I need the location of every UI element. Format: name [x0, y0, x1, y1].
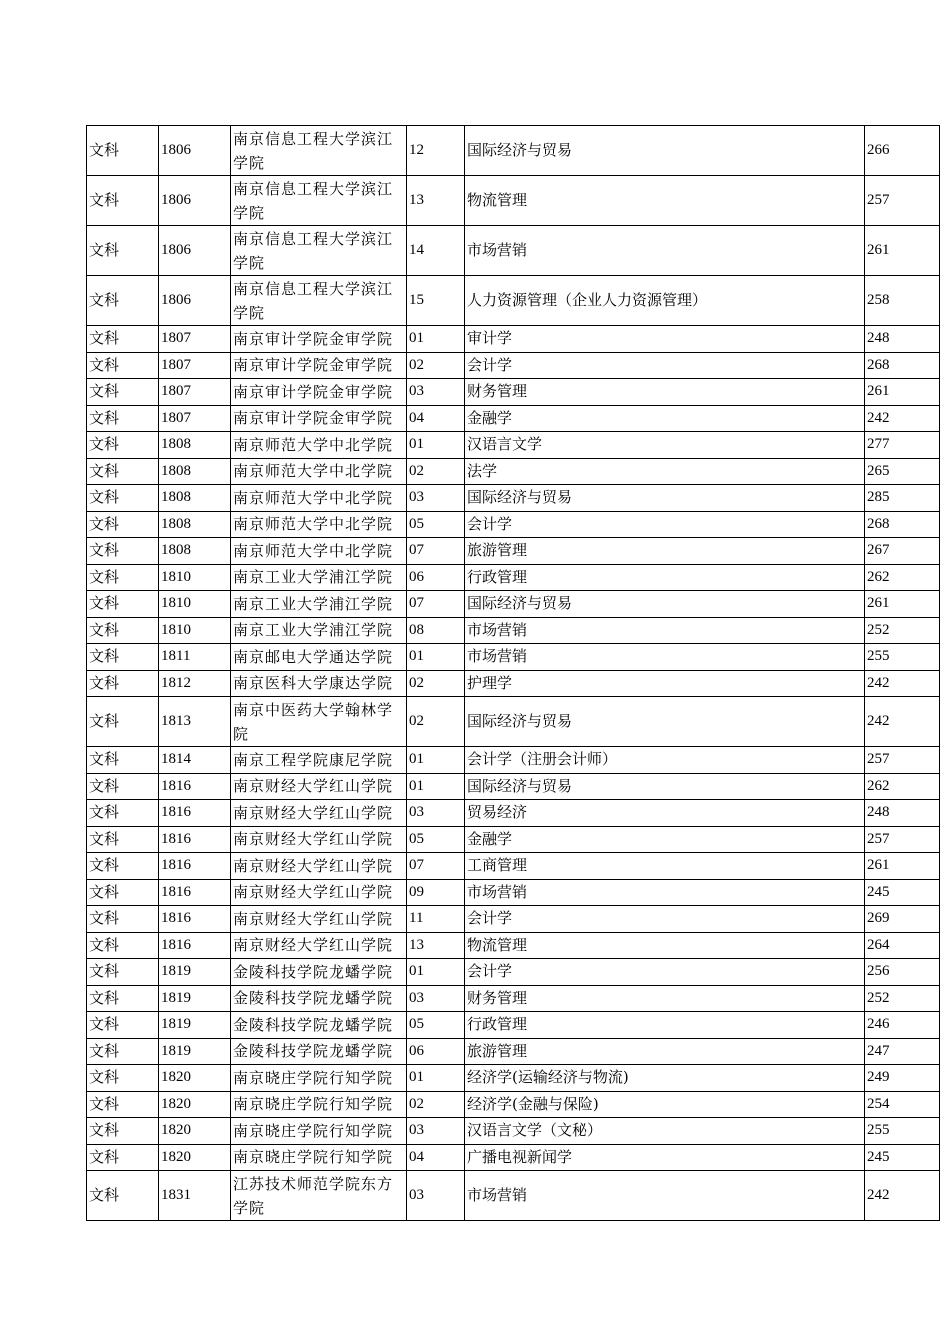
major-name-cell: 国际经济与贸易: [465, 485, 865, 512]
school-code-cell: 1807: [159, 352, 231, 379]
table-row: [87, 697, 940, 747]
category-cell: 文科: [87, 906, 159, 933]
score-cell: 255: [865, 1118, 940, 1145]
major-name-cell: 会计学: [465, 352, 865, 379]
category-cell: 文科: [87, 326, 159, 353]
major-name-cell: 市场营销: [465, 879, 865, 906]
major-code-cell: 02: [407, 1091, 465, 1118]
school-name-cell: 南京审计学院金审学院: [231, 326, 407, 353]
table-row: [87, 773, 940, 800]
table-row: [87, 226, 940, 276]
school-name-cell: 南京财经大学红山学院: [231, 879, 407, 906]
table-row: [87, 511, 940, 538]
school-name-cell: 南京邮电大学通达学院: [231, 644, 407, 671]
category-cell: 文科: [87, 644, 159, 671]
category-cell: 文科: [87, 432, 159, 459]
category-cell: 文科: [87, 800, 159, 827]
table-row: [87, 826, 940, 853]
score-cell: 245: [865, 1144, 940, 1171]
table-row: [87, 1038, 940, 1065]
category-cell: 文科: [87, 1171, 159, 1221]
major-code-cell: 01: [407, 959, 465, 986]
school-code-cell: 1813: [159, 697, 231, 747]
school-name-cell: 南京师范大学中北学院: [231, 485, 407, 512]
category-cell: 文科: [87, 1144, 159, 1171]
school-code-cell: 1810: [159, 591, 231, 618]
table-row: [87, 379, 940, 406]
major-code-cell: 01: [407, 432, 465, 459]
major-name-cell: 贸易经济: [465, 800, 865, 827]
category-cell: 文科: [87, 670, 159, 697]
table-row: [87, 1118, 940, 1145]
major-name-cell: 物流管理: [465, 176, 865, 226]
category-cell: 文科: [87, 126, 159, 176]
major-code-cell: 13: [407, 176, 465, 226]
score-cell: 254: [865, 1091, 940, 1118]
major-name-cell: 市场营销: [465, 1171, 865, 1221]
major-name-cell: 旅游管理: [465, 538, 865, 565]
school-code-cell: 1819: [159, 959, 231, 986]
table-row: [87, 906, 940, 933]
school-name-cell: 南京财经大学红山学院: [231, 932, 407, 959]
major-name-cell: 汉语言文学（文秘）: [465, 1118, 865, 1145]
major-code-cell: 07: [407, 538, 465, 565]
major-code-cell: 07: [407, 591, 465, 618]
school-code-cell: 1831: [159, 1171, 231, 1221]
score-cell: 245: [865, 879, 940, 906]
school-name-cell: 南京财经大学红山学院: [231, 826, 407, 853]
major-name-cell: 国际经济与贸易: [465, 591, 865, 618]
school-name-cell: 金陵科技学院龙蟠学院: [231, 1038, 407, 1065]
major-name-cell: 国际经济与贸易: [465, 697, 865, 747]
category-cell: 文科: [87, 176, 159, 226]
major-name-cell: 国际经济与贸易: [465, 773, 865, 800]
major-code-cell: 03: [407, 1171, 465, 1221]
category-cell: 文科: [87, 405, 159, 432]
major-code-cell: 04: [407, 1144, 465, 1171]
table-row: [87, 432, 940, 459]
category-cell: 文科: [87, 697, 159, 747]
score-cell: 249: [865, 1065, 940, 1092]
score-cell: 265: [865, 458, 940, 485]
major-code-cell: 01: [407, 773, 465, 800]
score-cell: 255: [865, 644, 940, 671]
major-code-cell: 14: [407, 226, 465, 276]
category-cell: 文科: [87, 458, 159, 485]
score-cell: 266: [865, 126, 940, 176]
admission-score-table: [86, 125, 940, 1221]
score-cell: 285: [865, 485, 940, 512]
major-code-cell: 02: [407, 352, 465, 379]
school-name-cell: 南京审计学院金审学院: [231, 405, 407, 432]
school-name-cell: 南京信息工程大学滨江学院: [231, 226, 407, 276]
table-row: [87, 670, 940, 697]
school-name-cell: 南京财经大学红山学院: [231, 800, 407, 827]
score-cell: 248: [865, 800, 940, 827]
category-cell: 文科: [87, 1012, 159, 1039]
major-name-cell: 物流管理: [465, 932, 865, 959]
table-row: [87, 591, 940, 618]
category-cell: 文科: [87, 959, 159, 986]
table-row: [87, 985, 940, 1012]
major-code-cell: 03: [407, 485, 465, 512]
school-code-cell: 1806: [159, 226, 231, 276]
major-code-cell: 02: [407, 697, 465, 747]
major-name-cell: 汉语言文学: [465, 432, 865, 459]
major-name-cell: 市场营销: [465, 226, 865, 276]
school-name-cell: 南京工程学院康尼学院: [231, 747, 407, 774]
school-name-cell: 江苏技术师范学院东方学院: [231, 1171, 407, 1221]
table-row: [87, 326, 940, 353]
school-name-cell: 南京信息工程大学滨江学院: [231, 176, 407, 226]
school-name-cell: 南京审计学院金审学院: [231, 379, 407, 406]
school-name-cell: 南京工业大学浦江学院: [231, 617, 407, 644]
school-code-cell: 1820: [159, 1065, 231, 1092]
major-code-cell: 01: [407, 326, 465, 353]
major-code-cell: 03: [407, 800, 465, 827]
school-name-cell: 南京中医药大学翰林学院: [231, 697, 407, 747]
school-name-cell: 南京财经大学红山学院: [231, 773, 407, 800]
major-name-cell: 法学: [465, 458, 865, 485]
school-name-cell: 金陵科技学院龙蟠学院: [231, 1012, 407, 1039]
major-code-cell: 08: [407, 617, 465, 644]
major-code-cell: 13: [407, 932, 465, 959]
table-row: [87, 126, 940, 176]
category-cell: 文科: [87, 747, 159, 774]
table-row: [87, 1065, 940, 1092]
major-code-cell: 04: [407, 405, 465, 432]
major-code-cell: 11: [407, 906, 465, 933]
major-code-cell: 05: [407, 826, 465, 853]
school-code-cell: 1819: [159, 1038, 231, 1065]
major-code-cell: 02: [407, 458, 465, 485]
school-code-cell: 1806: [159, 176, 231, 226]
category-cell: 文科: [87, 1038, 159, 1065]
major-name-cell: 人力资源管理（企业人力资源管理）: [465, 276, 865, 326]
score-cell: 242: [865, 670, 940, 697]
category-cell: 文科: [87, 826, 159, 853]
major-name-cell: 行政管理: [465, 1012, 865, 1039]
major-name-cell: 市场营销: [465, 644, 865, 671]
table-row: [87, 800, 940, 827]
school-code-cell: 1808: [159, 485, 231, 512]
major-name-cell: 会计学（注册会计师）: [465, 747, 865, 774]
score-cell: 269: [865, 906, 940, 933]
category-cell: 文科: [87, 879, 159, 906]
table-row: [87, 485, 940, 512]
school-code-cell: 1820: [159, 1091, 231, 1118]
category-cell: 文科: [87, 773, 159, 800]
table-row: [87, 276, 940, 326]
major-name-cell: 会计学: [465, 511, 865, 538]
major-name-cell: 审计学: [465, 326, 865, 353]
school-code-cell: 1811: [159, 644, 231, 671]
major-code-cell: 03: [407, 379, 465, 406]
category-cell: 文科: [87, 591, 159, 618]
score-cell: 261: [865, 853, 940, 880]
major-code-cell: 05: [407, 1012, 465, 1039]
school-name-cell: 南京师范大学中北学院: [231, 458, 407, 485]
major-code-cell: 12: [407, 126, 465, 176]
school-code-cell: 1816: [159, 853, 231, 880]
school-name-cell: 南京工业大学浦江学院: [231, 591, 407, 618]
major-code-cell: 06: [407, 564, 465, 591]
table-row: [87, 959, 940, 986]
major-code-cell: 03: [407, 985, 465, 1012]
major-name-cell: 财务管理: [465, 379, 865, 406]
school-name-cell: 金陵科技学院龙蟠学院: [231, 985, 407, 1012]
school-name-cell: 南京审计学院金审学院: [231, 352, 407, 379]
school-code-cell: 1808: [159, 511, 231, 538]
score-cell: 242: [865, 697, 940, 747]
score-cell: 268: [865, 352, 940, 379]
school-code-cell: 1816: [159, 906, 231, 933]
school-code-cell: 1819: [159, 985, 231, 1012]
major-name-cell: 国际经济与贸易: [465, 126, 865, 176]
school-code-cell: 1806: [159, 276, 231, 326]
major-name-cell: 市场营销: [465, 617, 865, 644]
score-cell: 252: [865, 617, 940, 644]
major-name-cell: 会计学: [465, 906, 865, 933]
score-cell: 252: [865, 985, 940, 1012]
score-cell: 257: [865, 176, 940, 226]
major-name-cell: 行政管理: [465, 564, 865, 591]
major-name-cell: 广播电视新闻学: [465, 1144, 865, 1171]
table-body: [87, 126, 940, 1221]
category-cell: 文科: [87, 1118, 159, 1145]
category-cell: 文科: [87, 352, 159, 379]
school-code-cell: 1820: [159, 1118, 231, 1145]
school-code-cell: 1816: [159, 773, 231, 800]
major-name-cell: 财务管理: [465, 985, 865, 1012]
school-code-cell: 1820: [159, 1144, 231, 1171]
school-code-cell: 1807: [159, 379, 231, 406]
table-row: [87, 747, 940, 774]
school-code-cell: 1806: [159, 126, 231, 176]
category-cell: 文科: [87, 276, 159, 326]
major-name-cell: 工商管理: [465, 853, 865, 880]
category-cell: 文科: [87, 511, 159, 538]
score-cell: 264: [865, 932, 940, 959]
major-code-cell: 09: [407, 879, 465, 906]
score-cell: 257: [865, 826, 940, 853]
school-code-cell: 1808: [159, 432, 231, 459]
school-code-cell: 1810: [159, 564, 231, 591]
category-cell: 文科: [87, 853, 159, 880]
table-row: [87, 617, 940, 644]
school-name-cell: 南京晓庄学院行知学院: [231, 1118, 407, 1145]
score-cell: 242: [865, 405, 940, 432]
major-name-cell: 经济学(运输经济与物流): [465, 1065, 865, 1092]
school-name-cell: 南京师范大学中北学院: [231, 511, 407, 538]
school-code-cell: 1816: [159, 826, 231, 853]
category-cell: 文科: [87, 985, 159, 1012]
major-name-cell: 会计学: [465, 959, 865, 986]
category-cell: 文科: [87, 1091, 159, 1118]
major-name-cell: 经济学(金融与保险): [465, 1091, 865, 1118]
school-code-cell: 1807: [159, 405, 231, 432]
school-code-cell: 1816: [159, 932, 231, 959]
school-name-cell: 南京财经大学红山学院: [231, 906, 407, 933]
school-name-cell: 金陵科技学院龙蟠学院: [231, 959, 407, 986]
category-cell: 文科: [87, 617, 159, 644]
score-cell: 261: [865, 591, 940, 618]
score-cell: 262: [865, 564, 940, 591]
table-row: [87, 879, 940, 906]
major-code-cell: 05: [407, 511, 465, 538]
score-cell: 248: [865, 326, 940, 353]
school-code-cell: 1810: [159, 617, 231, 644]
score-cell: 261: [865, 379, 940, 406]
school-name-cell: 南京师范大学中北学院: [231, 538, 407, 565]
school-name-cell: 南京晓庄学院行知学院: [231, 1065, 407, 1092]
major-code-cell: 06: [407, 1038, 465, 1065]
major-code-cell: 07: [407, 853, 465, 880]
major-code-cell: 01: [407, 747, 465, 774]
score-cell: 257: [865, 747, 940, 774]
category-cell: 文科: [87, 485, 159, 512]
major-code-cell: 01: [407, 1065, 465, 1092]
school-code-cell: 1816: [159, 879, 231, 906]
table-row: [87, 405, 940, 432]
score-cell: 261: [865, 226, 940, 276]
score-cell: 262: [865, 773, 940, 800]
school-name-cell: 南京晓庄学院行知学院: [231, 1091, 407, 1118]
category-cell: 文科: [87, 538, 159, 565]
major-code-cell: 02: [407, 670, 465, 697]
school-name-cell: 南京工业大学浦江学院: [231, 564, 407, 591]
major-name-cell: 旅游管理: [465, 1038, 865, 1065]
major-name-cell: 护理学: [465, 670, 865, 697]
major-code-cell: 15: [407, 276, 465, 326]
score-cell: 256: [865, 959, 940, 986]
school-name-cell: 南京信息工程大学滨江学院: [231, 276, 407, 326]
category-cell: 文科: [87, 379, 159, 406]
score-cell: 246: [865, 1012, 940, 1039]
school-name-cell: 南京师范大学中北学院: [231, 432, 407, 459]
school-code-cell: 1808: [159, 458, 231, 485]
major-name-cell: 金融学: [465, 826, 865, 853]
table-row: [87, 564, 940, 591]
school-code-cell: 1812: [159, 670, 231, 697]
major-name-cell: 金融学: [465, 405, 865, 432]
major-code-cell: 01: [407, 644, 465, 671]
category-cell: 文科: [87, 564, 159, 591]
category-cell: 文科: [87, 1065, 159, 1092]
school-code-cell: 1808: [159, 538, 231, 565]
table-row: [87, 1144, 940, 1171]
score-cell: 258: [865, 276, 940, 326]
category-cell: 文科: [87, 226, 159, 276]
score-cell: 267: [865, 538, 940, 565]
school-code-cell: 1819: [159, 1012, 231, 1039]
major-code-cell: 03: [407, 1118, 465, 1145]
table-row: [87, 352, 940, 379]
school-code-cell: 1807: [159, 326, 231, 353]
table-row: [87, 1012, 940, 1039]
school-name-cell: 南京医科大学康达学院: [231, 670, 407, 697]
table-row: [87, 176, 940, 226]
table-row: [87, 644, 940, 671]
score-cell: 247: [865, 1038, 940, 1065]
table-row: [87, 932, 940, 959]
table-row: [87, 1091, 940, 1118]
score-cell: 268: [865, 511, 940, 538]
school-code-cell: 1814: [159, 747, 231, 774]
category-cell: 文科: [87, 932, 159, 959]
table-row: [87, 853, 940, 880]
school-name-cell: 南京晓庄学院行知学院: [231, 1144, 407, 1171]
table-row: [87, 538, 940, 565]
score-cell: 277: [865, 432, 940, 459]
school-name-cell: 南京财经大学红山学院: [231, 853, 407, 880]
school-name-cell: 南京信息工程大学滨江学院: [231, 126, 407, 176]
score-cell: 242: [865, 1171, 940, 1221]
table-row: [87, 1171, 940, 1221]
school-code-cell: 1816: [159, 800, 231, 827]
table-row: [87, 458, 940, 485]
